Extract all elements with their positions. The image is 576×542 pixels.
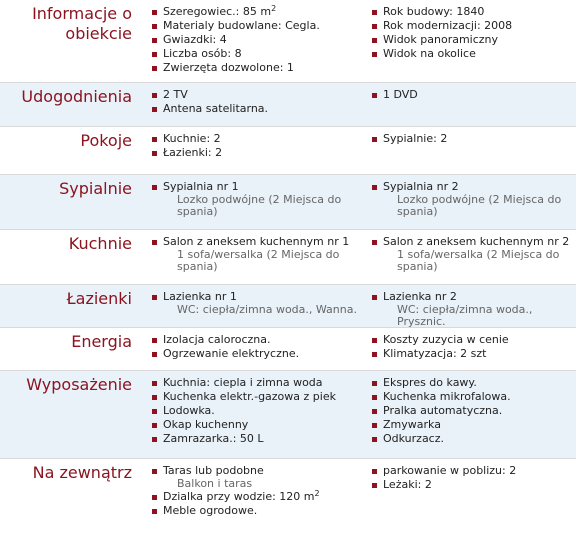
list-item: parkowanie w poblizu: 2 — [370, 464, 576, 478]
section-pokoje — [0, 127, 576, 175]
section-title: Kuchnie — [68, 234, 132, 253]
list-item: Salon z aneksem kuchennym nr 2 1 sofa/wersalka (2 Miejsca do spania) — [370, 235, 576, 273]
right-column — [368, 328, 576, 370]
list-item: Lodowka. — [150, 404, 368, 418]
list-item: Kuchnie: 2 — [150, 132, 368, 146]
list-item: Sypialnia nr 1 Lozko podwójne (2 Miejsca do spania) — [150, 180, 368, 218]
list-item: Koszty zuzycia w cenie — [370, 333, 576, 347]
bed-details: 1 sofa/wersalka (2 Miejsca do spania) — [177, 248, 340, 273]
left-column — [140, 285, 368, 327]
left-column — [140, 230, 368, 284]
left-column — [140, 175, 368, 229]
bathroom-details: WC: ciepła/zimna woda., Prysznic. — [397, 303, 533, 328]
list-item: Widok panoramiczny — [370, 33, 576, 47]
right-column — [368, 459, 576, 542]
list-item: Rok modernizacji: 2008 — [370, 19, 576, 33]
bed-details: 1 sofa/wersalka (2 Miejsca do spania) — [397, 248, 560, 273]
list-item: Kuchnia: ciepla i zimna woda — [150, 376, 368, 390]
list-item: Gwiazdki: 4 — [150, 33, 368, 47]
section-informacje — [0, 0, 576, 83]
right-column — [368, 83, 576, 126]
list-item: Zmywarka — [370, 418, 576, 432]
right-column — [368, 175, 576, 229]
right-column — [368, 371, 576, 458]
section-title: Sypialnie — [59, 179, 132, 198]
left-column — [140, 83, 368, 126]
list-item: Kuchenka elektr.-gazowa z piek — [150, 390, 368, 404]
list-item: Rok budowy: 1840 — [370, 5, 576, 19]
right-column — [368, 285, 576, 327]
bed-details: Lozko podwójne (2 Miejsca do spania) — [177, 193, 342, 218]
right-column — [368, 0, 576, 82]
left-column — [140, 371, 368, 458]
section-title: Wyposażenie — [26, 375, 132, 394]
section-title: Pokoje — [80, 131, 132, 150]
list-item: Sypialnia nr 2 Lozko podwójne (2 Miejsca do spania) — [370, 180, 576, 218]
section-lazienki — [0, 285, 576, 328]
section-title: Udogodnienia — [21, 87, 132, 106]
right-column — [368, 230, 576, 284]
list-item: Ogrzewanie elektryczne. — [150, 347, 368, 361]
left-column — [140, 0, 368, 82]
list-item: Dzialka przy wodzie: 120 $m^2$ — [150, 490, 368, 504]
section-kuchnie — [0, 230, 576, 285]
section-title: Na zewnątrz — [32, 463, 132, 482]
terrace-details: Balkon i taras — [177, 477, 253, 490]
bathroom-details: WC: ciepła/zimna woda., Wanna. — [177, 303, 357, 316]
list-item: Zamrazarka.: 50 L — [150, 432, 368, 446]
left-column — [140, 127, 368, 174]
list-item: Klimatyzacja: 2 szt — [370, 347, 576, 361]
list-item: Antena satelitarna. — [150, 102, 368, 116]
section-title: Energia — [71, 332, 132, 351]
list-item: Ekspres do kawy. — [370, 376, 576, 390]
list-item: Liczba osób: 8 — [150, 47, 368, 61]
section-sypialnie — [0, 175, 576, 230]
list-item: Zwierzęta dozwolone: 1 — [150, 61, 368, 75]
list-item: Izolacja caloroczna. — [150, 333, 368, 347]
list-item: Salon z aneksem kuchennym nr 1 1 sofa/wersalka (2 Miejsca do spania) — [150, 235, 368, 273]
list-item: Pralka automatyczna. — [370, 404, 576, 418]
list-item: 1 DVD — [370, 88, 576, 102]
list-item: 2 TV — [150, 88, 368, 102]
list-item: Okap kuchenny — [150, 418, 368, 432]
bed-details: Lozko podwójne (2 Miejsca do spania) — [397, 193, 562, 218]
list-item: Leżaki: 2 — [370, 478, 576, 492]
left-column — [140, 328, 368, 370]
list-item: Meble ogrodowe. — [150, 504, 368, 518]
list-item: Kuchenka mikrofalowa. — [370, 390, 576, 404]
section-title: Informacje o obiekcie — [32, 4, 132, 43]
list-item: Materialy budowlane: Cegla. — [150, 19, 368, 33]
list-item: Lazienka nr 2 WC: ciepła/zimna woda., Prysznic. — [370, 290, 576, 328]
list-item: Łazienki: 2 — [150, 146, 368, 160]
section-na-zewnatrz — [0, 459, 576, 542]
section-title: Łazienki — [66, 289, 132, 308]
section-energia — [0, 328, 576, 371]
section-udogodnienia — [0, 83, 576, 127]
list-item: Widok na okolice — [370, 47, 576, 61]
list-item: Odkurzacz. — [370, 432, 576, 446]
list-item: Taras lub podobne Balkon i taras — [150, 464, 368, 490]
list-item: Lazienka nr 1 WC: ciepła/zimna woda., Wanna. — [150, 290, 368, 316]
list-item: Szeregowiec.: 85 $m^2$ — [150, 5, 368, 19]
right-column — [368, 127, 576, 174]
left-column — [140, 459, 368, 542]
section-wyposazenie — [0, 371, 576, 459]
list-item: Sypialnie: 2 — [370, 132, 576, 146]
